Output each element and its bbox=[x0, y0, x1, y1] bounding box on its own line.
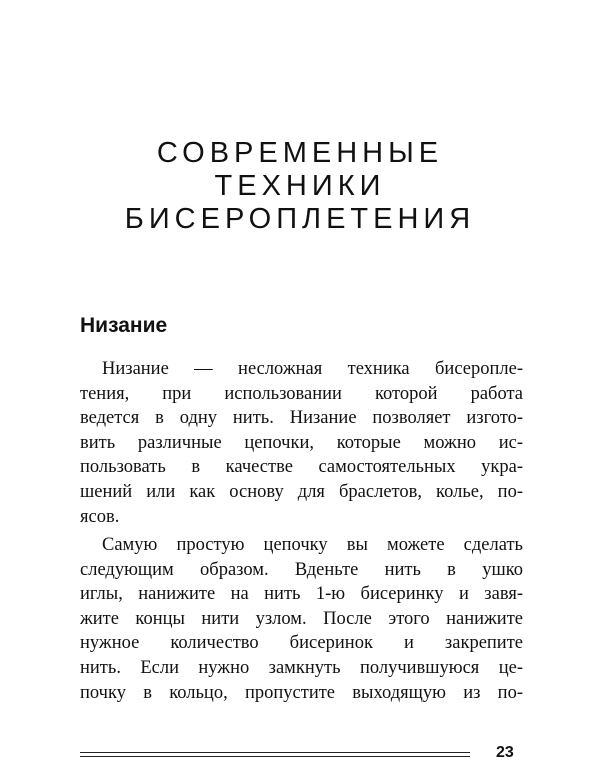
text-line: Самую простую цепочку вы можете сделать bbox=[102, 535, 523, 555]
text-line: вить различные цепочки, которые можно ис- bbox=[80, 432, 523, 453]
text-line: нужное количество бисеринок и закрепите bbox=[80, 633, 523, 654]
paragraph bbox=[80, 357, 523, 529]
text-line: нить. Если нужно замкнуть получившуюся це- bbox=[80, 657, 523, 678]
text-line: ясов. bbox=[80, 506, 120, 527]
chapter-title bbox=[0, 137, 600, 236]
title-line: БИСЕРОПЛЕТЕНИЯ bbox=[124, 203, 476, 235]
text-line: пользовать в качестве самостоятельных укра- bbox=[80, 457, 523, 478]
text-line: иглы, нанижите на нить 1-ю бисеринку и завя- bbox=[80, 584, 523, 605]
text-line: ведется в одну нить. Низание позволяет изгото- bbox=[80, 408, 523, 429]
title-line: СОВРЕМЕННЫЕ bbox=[156, 137, 444, 169]
text-line: Низание — несложная техника бисеропле- bbox=[102, 359, 523, 379]
text-line: почку в кольцо, пропустите выходящую из по- bbox=[80, 682, 523, 703]
section-heading: Низание bbox=[80, 314, 168, 337]
footer-rule bbox=[80, 752, 470, 760]
divider bbox=[80, 752, 470, 753]
text-line: следующим образом. Вденьте нить в ушко bbox=[80, 559, 523, 580]
divider bbox=[80, 756, 470, 757]
text-line: жите концы нити узлом. После этого нанижите bbox=[80, 608, 523, 629]
paragraph bbox=[80, 533, 523, 705]
text-line: тения, при использовании которой работа bbox=[80, 383, 523, 404]
title-line: ТЕХНИКИ bbox=[214, 170, 386, 202]
page-number: 23 bbox=[496, 744, 514, 761]
text-line: шений или как основу для браслетов, колье, по- bbox=[80, 481, 523, 502]
